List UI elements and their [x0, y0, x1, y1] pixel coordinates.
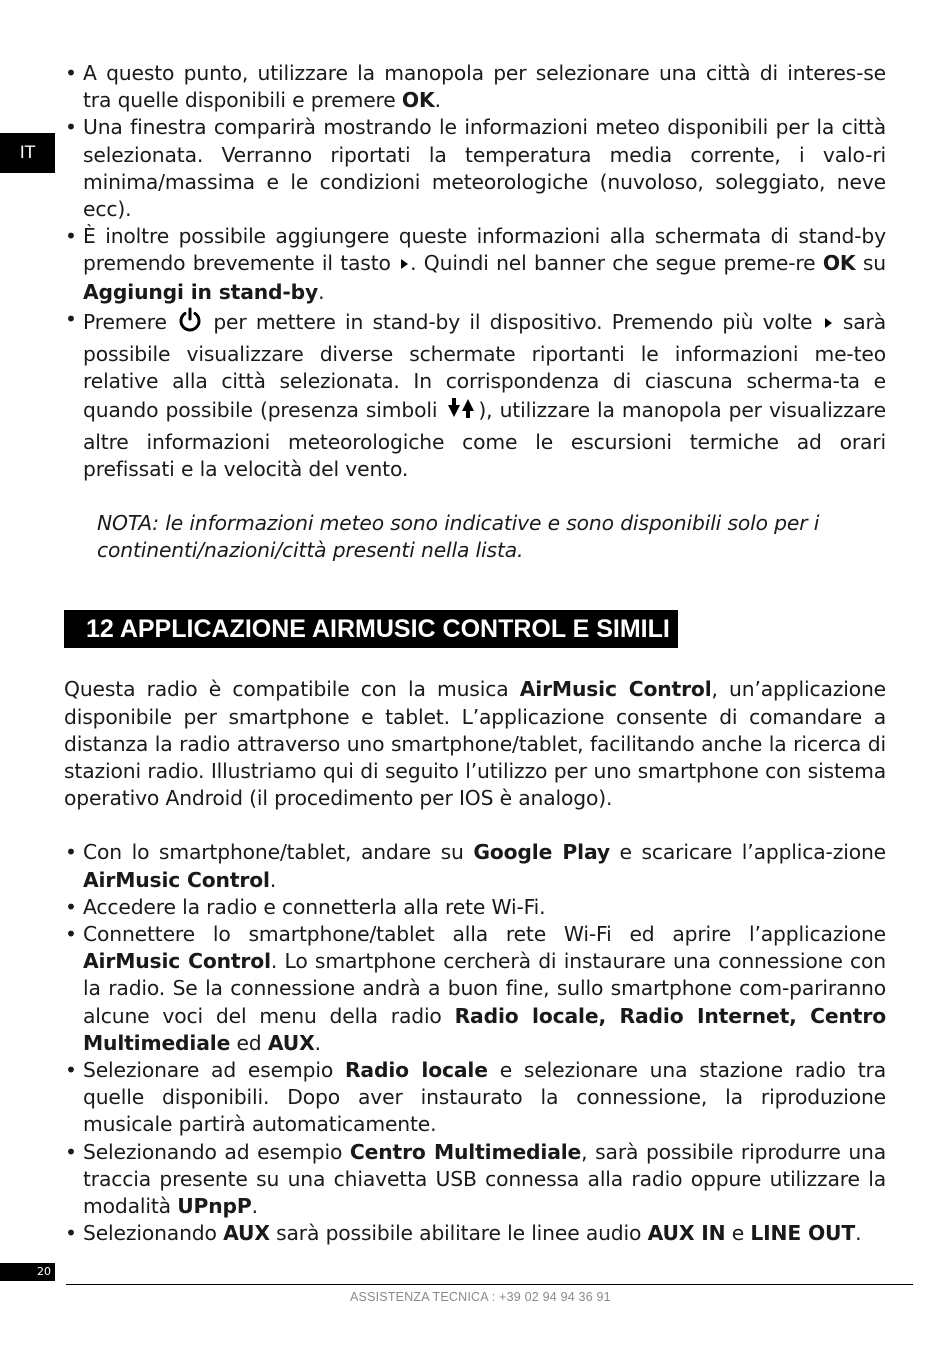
up-down-arrows-icon	[444, 395, 478, 428]
text: per mettere in stand-by il dispositivo. Premendo più volte	[204, 309, 822, 334]
text: Selezionare ad esempio	[83, 1057, 345, 1082]
text: .	[269, 867, 277, 892]
page-number: 20	[0, 1263, 55, 1281]
list-item: • Selezionando AUX sarà possibile abilitare le linee audio AUX IN e LINE OUT.	[65, 1221, 862, 1246]
right-arrow-icon	[398, 251, 410, 278]
bold-text: AirMusic Control	[83, 949, 271, 974]
text: .	[318, 279, 325, 304]
text: . Quindi nel banner che segue preme-re	[410, 251, 823, 276]
bold-text: AUX	[223, 1221, 270, 1246]
language-tab	[0, 133, 55, 173]
language-label: IT	[19, 143, 36, 163]
footer-divider	[66, 1284, 913, 1285]
text: Accedere la radio e connetterla alla rete Wi-Fi.	[83, 894, 546, 919]
text: È inoltre possibile aggiungere queste informazioni alla schermata di stand-by premendo brevemente il tasto	[83, 224, 886, 276]
bold-text: OK	[822, 251, 856, 276]
bold-text: AirMusic Control	[519, 677, 712, 702]
text: su	[855, 251, 886, 276]
text: ed	[230, 1030, 268, 1055]
intro-paragraph	[64, 676, 886, 812]
text: ), utilizzare la manopola per visualizzare altre informazioni meteorologiche come le escursioni termiche ad orari prefissati e la velocità del vento.	[83, 398, 887, 481]
note: NOTA: le informazioni meteo sono indicative e sono disponibili solo per i continenti/nazioni/città presenti nella lista.	[97, 510, 820, 563]
page-content	[64, 60, 886, 1247]
list-item: • Selezionando ad esempio Centro Multimediale, sarà possibile riprodurre una traccia presente su una chiavetta USB connessa alla radio oppure utilizzare la modalità UPnpP.	[65, 1139, 887, 1218]
text: .	[314, 1030, 321, 1055]
text: .	[434, 88, 441, 113]
text: . Lo smartphone cercherà di instaurare una connessione con la radio. Se la connessione andrà a buon fine, sullo smartphone com-pariranno alcune voci del menu della radio	[83, 949, 886, 1028]
text: Con lo smartphone/tablet, andare su	[83, 840, 474, 865]
bold-text: AirMusic Control	[83, 867, 270, 892]
text: Selezionando ad esempio	[83, 1139, 350, 1164]
text: e scaricare l’applica-zione	[609, 840, 886, 865]
text: Premere	[83, 309, 177, 334]
list-item: • Connettere lo smartphone/tablet alla rete Wi-Fi ed aprire l’applicazione AirMusic Control. Lo smartphone cercherà di instaurare una connessione con la radio. Se la connessione andrà a buon fine, sullo smartphone com-pariranno alcune voci del menu della radio Radio locale, Radio Internet, Centro Multimediale ed AUX.	[65, 921, 886, 1055]
list-item: • Premere per mettere in stand-by il dispositivo. Premendo più volte sarà possibile visualizzare diverse schermate riportanti le informazioni me-teo relative alla città selezionata. In corrispondenza di ciascuna scherma-ta e quando possibile (presenza simboli ), utilizzare la manopola per visualizzare altre informazioni meteorologiche come le escursioni termiche ad orari prefissati e la velocità del vento.	[65, 306, 887, 481]
bold-text: UPnpP	[177, 1194, 252, 1218]
list-item: • Con lo smartphone/tablet, andare su Google Play e scaricare l’applica-zione AirMusic Control.	[65, 840, 886, 892]
right-arrow-icon	[822, 310, 834, 337]
bold-text: Radio locale, Radio Internet, Centro Multimediale	[83, 1003, 886, 1055]
list-item: • A questo punto, utilizzare la manopola per selezionare una città di interes-se tra quelle disponibili e premere OK.	[65, 61, 886, 113]
text: .	[251, 1194, 258, 1218]
list-item: • Una finestra comparirà mostrando le informazioni meteo disponibili per la città selezionata. Verranno riportati la temperatura media corrente, i valo-ri minima/massima e le condizioni meteorologiche (nuvoloso, soleggiato, neve ecc).	[65, 115, 886, 222]
list-item: • È inoltre possibile aggiungere queste informazioni alla schermata di stand-by premendo brevemente il tasto . Quindi nel banner che segue preme-re OK su Aggiungi in stand-by.	[65, 224, 886, 304]
bold-text: Radio locale	[344, 1057, 488, 1082]
text: sarà possibile visualizzare diverse schermate riportanti le informazioni me-teo relative alla città selezionata. In corrispondenza di ciascuna scherma-ta e quando possibile (presenza simboli	[83, 309, 886, 423]
bold-text: OK	[401, 88, 435, 113]
bold-text: LINE OUT	[750, 1221, 856, 1246]
text: Questa radio è compatibile con la musica	[64, 677, 520, 702]
text: sarà possibile abilitare le linee audio	[269, 1221, 648, 1246]
bold-text: Centro Multimediale	[349, 1139, 582, 1164]
text: Selezionando	[83, 1221, 224, 1246]
list-item: • Accedere la radio e connetterla alla rete Wi-Fi.	[65, 894, 546, 919]
text: , sarà possibile riprodurre una traccia presente su una chiavetta USB connessa alla radio oppure utilizzare la modalità	[83, 1139, 887, 1218]
bold-text: Google Play	[473, 840, 610, 865]
bold-text: Aggiungi in stand-by	[83, 279, 319, 304]
text: Connettere lo smartphone/tablet alla rete Wi-Fi ed aprire l’applicazione	[83, 921, 886, 946]
section-heading: 12 APPLICAZIONE AIRMUSIC CONTROL E SIMILI	[64, 610, 678, 648]
list-item: • Selezionare ad esempio Radio locale e selezionare una stazione radio tra quelle disponibili. Dopo aver instaurato la connessione, la riproduzione musicale partirà automaticamente.	[65, 1057, 886, 1137]
text: e	[725, 1221, 751, 1246]
bold-text: AUX IN	[647, 1221, 726, 1246]
support-line: ASSISTENZA TECNICA : +39 02 94 94 36 91	[350, 1290, 611, 1304]
text: .	[855, 1221, 862, 1246]
bold-text: AUX	[267, 1030, 315, 1055]
text: A questo punto, utilizzare la manopola per selezionare una città di interes-se tra quelle disponibili e premere	[83, 61, 886, 113]
text: e selezionare una stazione radio tra quelle disponibili. Dopo aver instaurato la connessione, la riproduzione musicale partirà automaticamente.	[83, 1057, 886, 1137]
text: , un’applicazione disponibile per smartphone e tablet. L’applicazione consente di comandare a distanza la radio attraverso uno smartphone/tablet, facilitando anche la ricerca di stazioni radio. Illustriamo qui di seguito l’utilizzo per uno smartphone con sistema operativo Android (il procedimento per IOS è analogo).	[64, 677, 886, 811]
power-icon	[176, 306, 204, 341]
text: Una finestra comparirà mostrando le informazioni meteo disponibili per la città selezionata. Verranno riportati la temperatura media corrente, i valo-ri minima/massima e le condizioni meteorologiche (nuvoloso, soleggiato, neve ecc).	[83, 115, 886, 222]
